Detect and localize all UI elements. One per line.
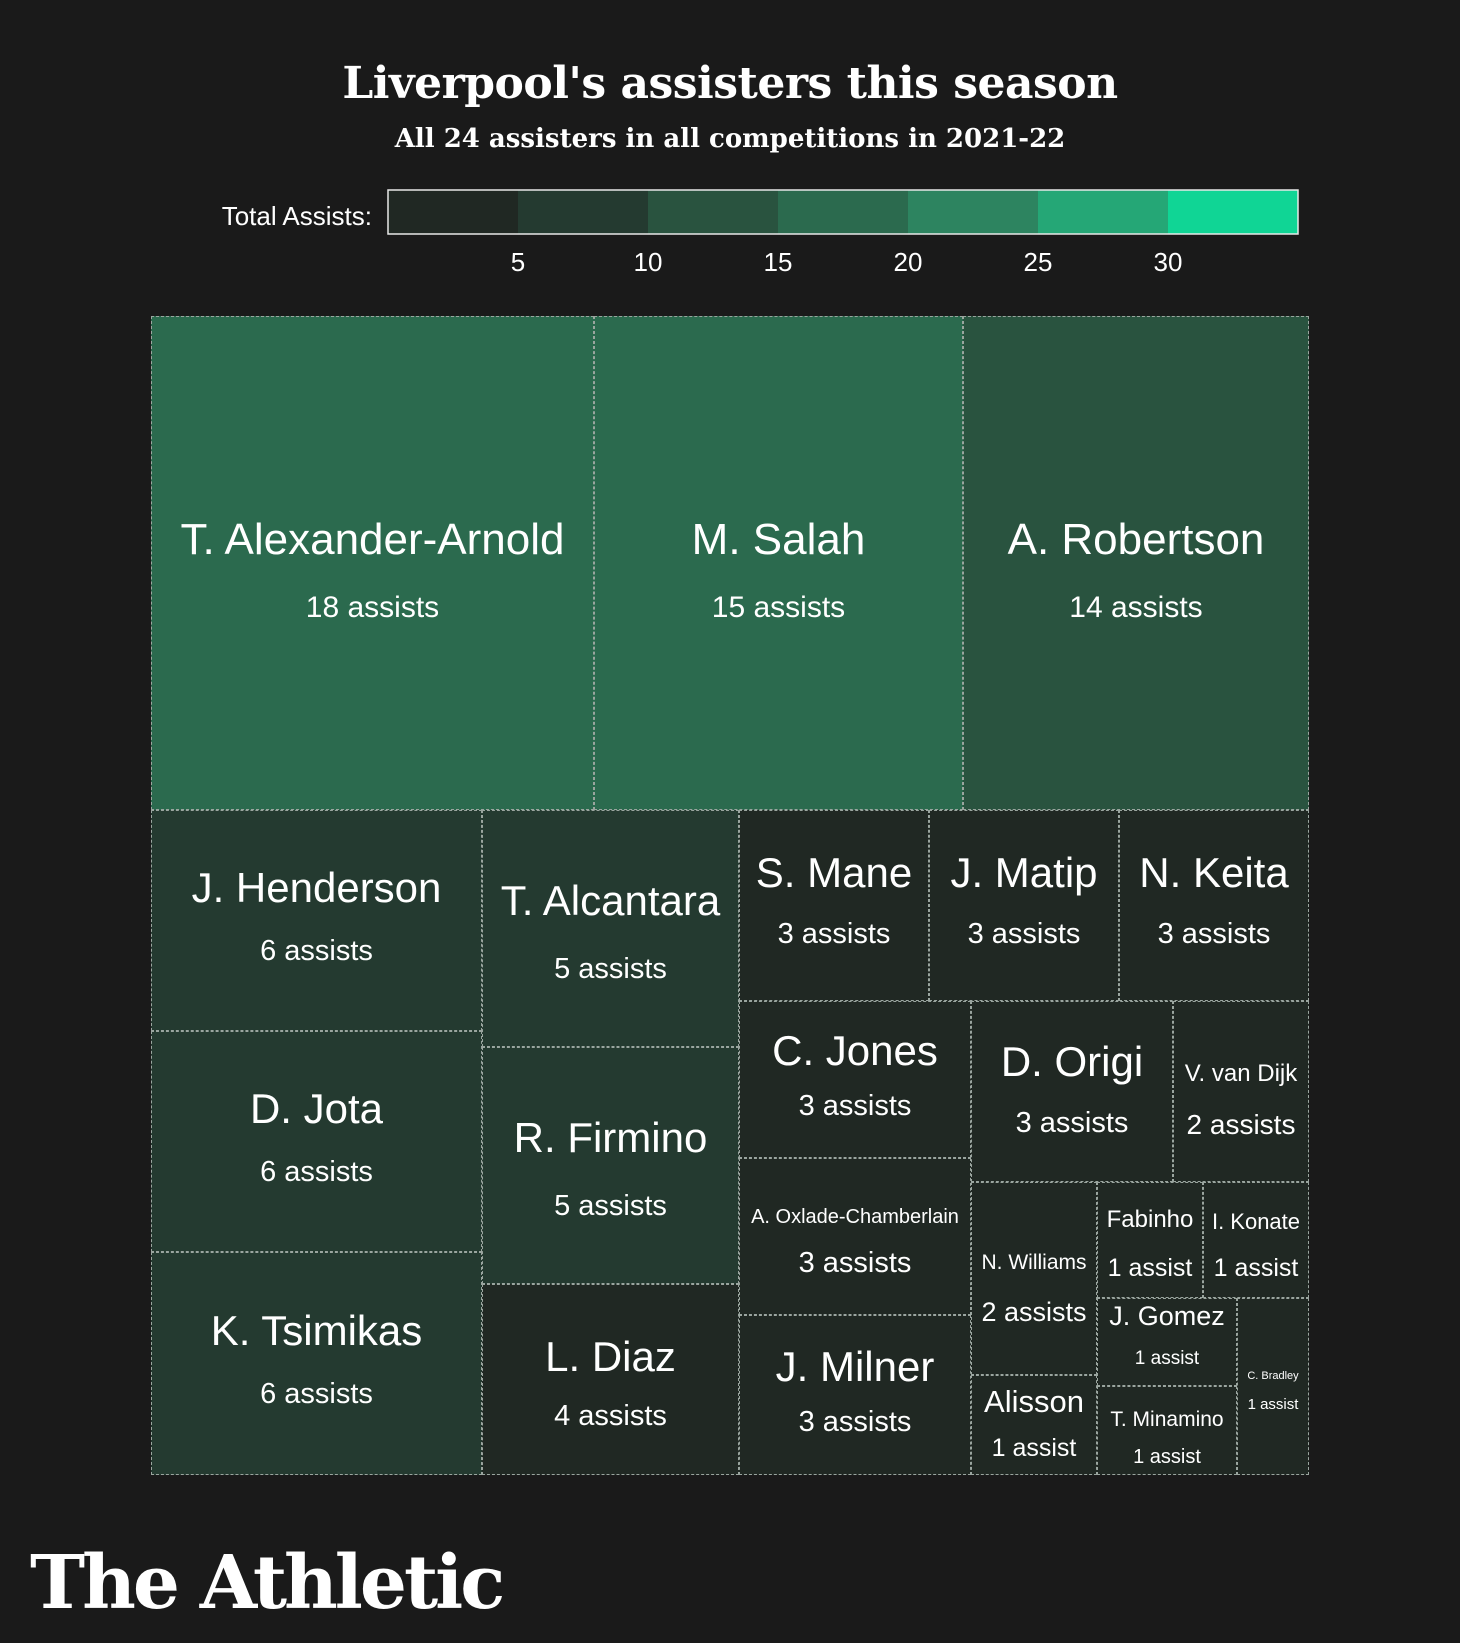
assist-count: 5 assists xyxy=(554,1190,667,1223)
assist-count: 3 assists xyxy=(777,917,891,950)
legend-tick-label: 10 xyxy=(633,247,663,277)
assist-count: 2 assists xyxy=(981,1296,1087,1327)
player-name: A. Robertson xyxy=(1007,514,1265,564)
assist-count: 1 assist xyxy=(1134,1348,1200,1370)
assist-count: 6 assists xyxy=(260,1155,373,1188)
treemap-cell xyxy=(482,1047,739,1284)
chart-subtitle: All 24 assisters in all competitions in 2021-22 xyxy=(394,124,1066,154)
legend-tick-label: 5 xyxy=(510,247,526,277)
treemap-cell xyxy=(482,1284,739,1475)
player-name: T. Alexander-Arnold xyxy=(180,514,565,564)
legend-swatch xyxy=(908,190,1038,234)
player-name: N. Keita xyxy=(1139,849,1289,897)
treemap-cell xyxy=(482,810,739,1047)
player-name: M. Salah xyxy=(691,514,866,564)
player-name: C. Bradley xyxy=(1247,1369,1299,1382)
assist-count: 3 assists xyxy=(798,1089,912,1122)
treemap-cell xyxy=(151,316,594,810)
player-name: Alisson xyxy=(984,1384,1084,1419)
treemap-cell xyxy=(594,316,963,810)
assist-count: 18 assists xyxy=(305,591,440,625)
assist-count: 1 assist xyxy=(1213,1253,1299,1282)
player-name: V. van Dijk xyxy=(1184,1059,1298,1087)
treemap-cell xyxy=(1203,1182,1309,1298)
player-name: I. Konate xyxy=(1211,1208,1301,1234)
assist-count: 14 assists xyxy=(1069,591,1203,625)
player-name: J. Milner xyxy=(775,1343,935,1391)
treemap-cell xyxy=(739,1001,971,1158)
player-name: K. Tsimikas xyxy=(210,1306,423,1354)
legend-swatch xyxy=(1168,190,1298,234)
legend-swatch xyxy=(388,190,518,234)
treemap-cell xyxy=(151,810,482,1031)
player-name: S. Mane xyxy=(755,849,913,897)
assist-count: 1 assist xyxy=(1133,1445,1201,1468)
chart-title: Liverpool's assisters this season xyxy=(342,58,1118,109)
legend-tick-label: 20 xyxy=(893,247,923,277)
assist-count: 1 assist xyxy=(991,1434,1077,1462)
assist-count: 4 assists xyxy=(554,1399,667,1432)
color-legend xyxy=(387,189,1307,299)
treemap-cell xyxy=(1119,810,1309,1001)
treemap-cell xyxy=(971,1001,1173,1182)
legend-tick-label: 30 xyxy=(1153,247,1183,277)
treemap-cell xyxy=(971,1375,1097,1475)
player-name: R. Firmino xyxy=(513,1114,708,1162)
assist-count: 15 assists xyxy=(711,591,846,625)
treemap-cell xyxy=(739,1315,971,1475)
player-name: C. Jones xyxy=(772,1027,938,1075)
treemap-cell xyxy=(151,1252,482,1475)
legend-tick-label: 15 xyxy=(763,247,793,277)
assist-count: 1 assist xyxy=(1247,1396,1299,1414)
player-name: J. Matip xyxy=(950,849,1098,897)
treemap-cell xyxy=(739,1158,971,1315)
treemap-cell xyxy=(1097,1298,1237,1386)
treemap-cell xyxy=(929,810,1119,1001)
player-name: J. Henderson xyxy=(191,864,442,912)
treemap-cell xyxy=(971,1182,1097,1375)
treemap-cell xyxy=(963,316,1309,810)
treemap-cell xyxy=(1097,1386,1237,1475)
assist-count: 3 assists xyxy=(967,917,1081,950)
treemap-cell xyxy=(1173,1001,1309,1182)
treemap-cell xyxy=(151,1031,482,1252)
legend-swatch xyxy=(518,190,648,234)
legend-swatch xyxy=(778,190,908,234)
assist-count: 3 assists xyxy=(1157,917,1271,950)
player-name: D. Jota xyxy=(249,1085,384,1133)
legend-swatch xyxy=(648,190,778,234)
assist-count: 3 assists xyxy=(1015,1106,1129,1139)
player-name: A. Oxlade-Chamberlain xyxy=(751,1206,959,1229)
assist-count: 3 assists xyxy=(798,1246,912,1279)
player-name: D. Origi xyxy=(1000,1038,1144,1086)
treemap-cell xyxy=(739,810,929,1001)
player-name: L. Diaz xyxy=(545,1332,676,1380)
assist-count: 6 assists xyxy=(260,934,373,967)
assist-count: 6 assists xyxy=(260,1377,373,1410)
treemap-cell xyxy=(1097,1182,1203,1298)
player-name: N. Williams xyxy=(981,1250,1087,1274)
player-name: Fabinho xyxy=(1106,1206,1194,1234)
player-name: J. Gomez xyxy=(1109,1300,1225,1331)
player-name: T. Alcantara xyxy=(500,877,721,925)
legend-swatch xyxy=(1038,190,1168,234)
assist-count: 1 assist xyxy=(1107,1253,1193,1282)
player-name: T. Minamino xyxy=(1110,1408,1224,1432)
assist-count: 5 assists xyxy=(554,953,667,986)
the-athletic-logo: The Athletic xyxy=(30,1540,503,1626)
treemap-cell xyxy=(1237,1298,1309,1475)
assist-count: 2 assists xyxy=(1186,1108,1296,1140)
legend-tick-label: 25 xyxy=(1023,247,1053,277)
assist-count: 3 assists xyxy=(798,1405,912,1438)
treemap xyxy=(151,316,1309,1475)
legend-label: Total Assists: xyxy=(221,201,372,231)
